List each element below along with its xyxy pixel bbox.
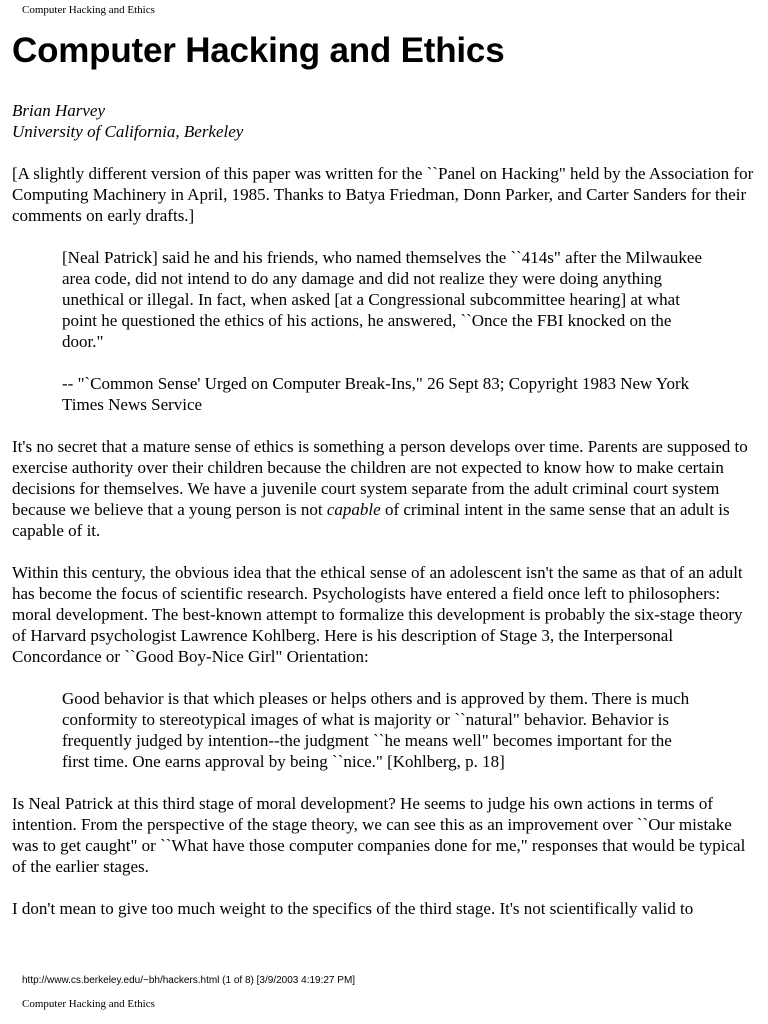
emphasis-text: capable <box>326 500 381 519</box>
running-header: Computer Hacking and Ethics <box>22 4 155 16</box>
footer-url: http://www.cs.berkeley.edu/~bh/hackers.html (1 of 8) [3/9/2003 4:19:27 PM] <box>22 975 356 986</box>
body-paragraph <box>12 436 760 541</box>
paragraph-text: It's no secret that a mature sense of ethics is something a person develops over time. Parents are supposed to exercise authority over their children because the children are not expected to know how to make certain decisions for themselves. We have a juvenile court system separate from the adult criminal court system because we believe that a young person is not <box>12 437 748 519</box>
block-quote-neal-patrick: [Neal Patrick] said he and his friends, who named themselves the ``414s" after the Milwaukee area code, did not intend to do any damage and did not realize they were doing anything unethical or illegal. In fact, when asked [at a Congressional subcommittee hearing] at what point he questioned the ethics of his actions, he answered, ``Once the FBI knocked on the door." <box>62 248 702 351</box>
article-body <box>12 100 760 940</box>
author-name: Brian Harvey <box>12 101 106 120</box>
body-paragraph: I don't mean to give too much weight to the specifics of the third stage. It's not scientifically valid to <box>12 899 694 918</box>
block-quote-kohlberg: Good behavior is that which pleases or helps others and is approved by them. There is much conformity to stereotypical images of what is majority or ``natural" behavior. Behavior is frequently judged by intention--the judgment ``he means well" becomes important for the first time. One earns approval by being ``nice." [Kohlberg, p. 18] <box>62 689 690 771</box>
running-footer: Computer Hacking and Ethics <box>22 998 155 1010</box>
body-paragraph: Is Neal Patrick at this third stage of moral development? He seems to judge his own actions in terms of intention. From the perspective of the stage theory, we can see this as an improvement over ``Our mistake was to get caught" or ``What have those computer companies done for me," responses that would be typical of the earlier stages. <box>12 794 746 876</box>
page-title: Computer Hacking and Ethics <box>12 31 505 70</box>
author-affiliation: University of California, Berkeley <box>12 122 244 141</box>
paragraph-text: of criminal intent in the same sense that an adult is capable of it. <box>12 500 730 540</box>
quote-source: -- "`Common Sense' Urged on Computer Break-Ins," 26 Sept 83; Copyright 1983 New York Times News Service <box>62 374 690 414</box>
author-block <box>12 100 760 142</box>
body-paragraph: Within this century, the obvious idea that the ethical sense of an adolescent isn't the same as that of an adult has become the focus of scientific research. Psychologists have entered a field once left to philosophers: moral development. The best-known attempt to formalize this development is probably the six-stage theory of Harvard psychologist Lawrence Kohlberg. Here is his description of Stage 3, the Interpersonal Concordance or ``Good Boy-Nice Girl" Orientation: <box>12 563 743 666</box>
intro-paragraph: [A slightly different version of this paper was written for the ``Panel on Hacking" held by the Association for Computing Machinery in April, 1985. Thanks to Batya Friedman, Donn Parker, and Carter Sanders for their comments on early drafts.] <box>12 164 754 225</box>
